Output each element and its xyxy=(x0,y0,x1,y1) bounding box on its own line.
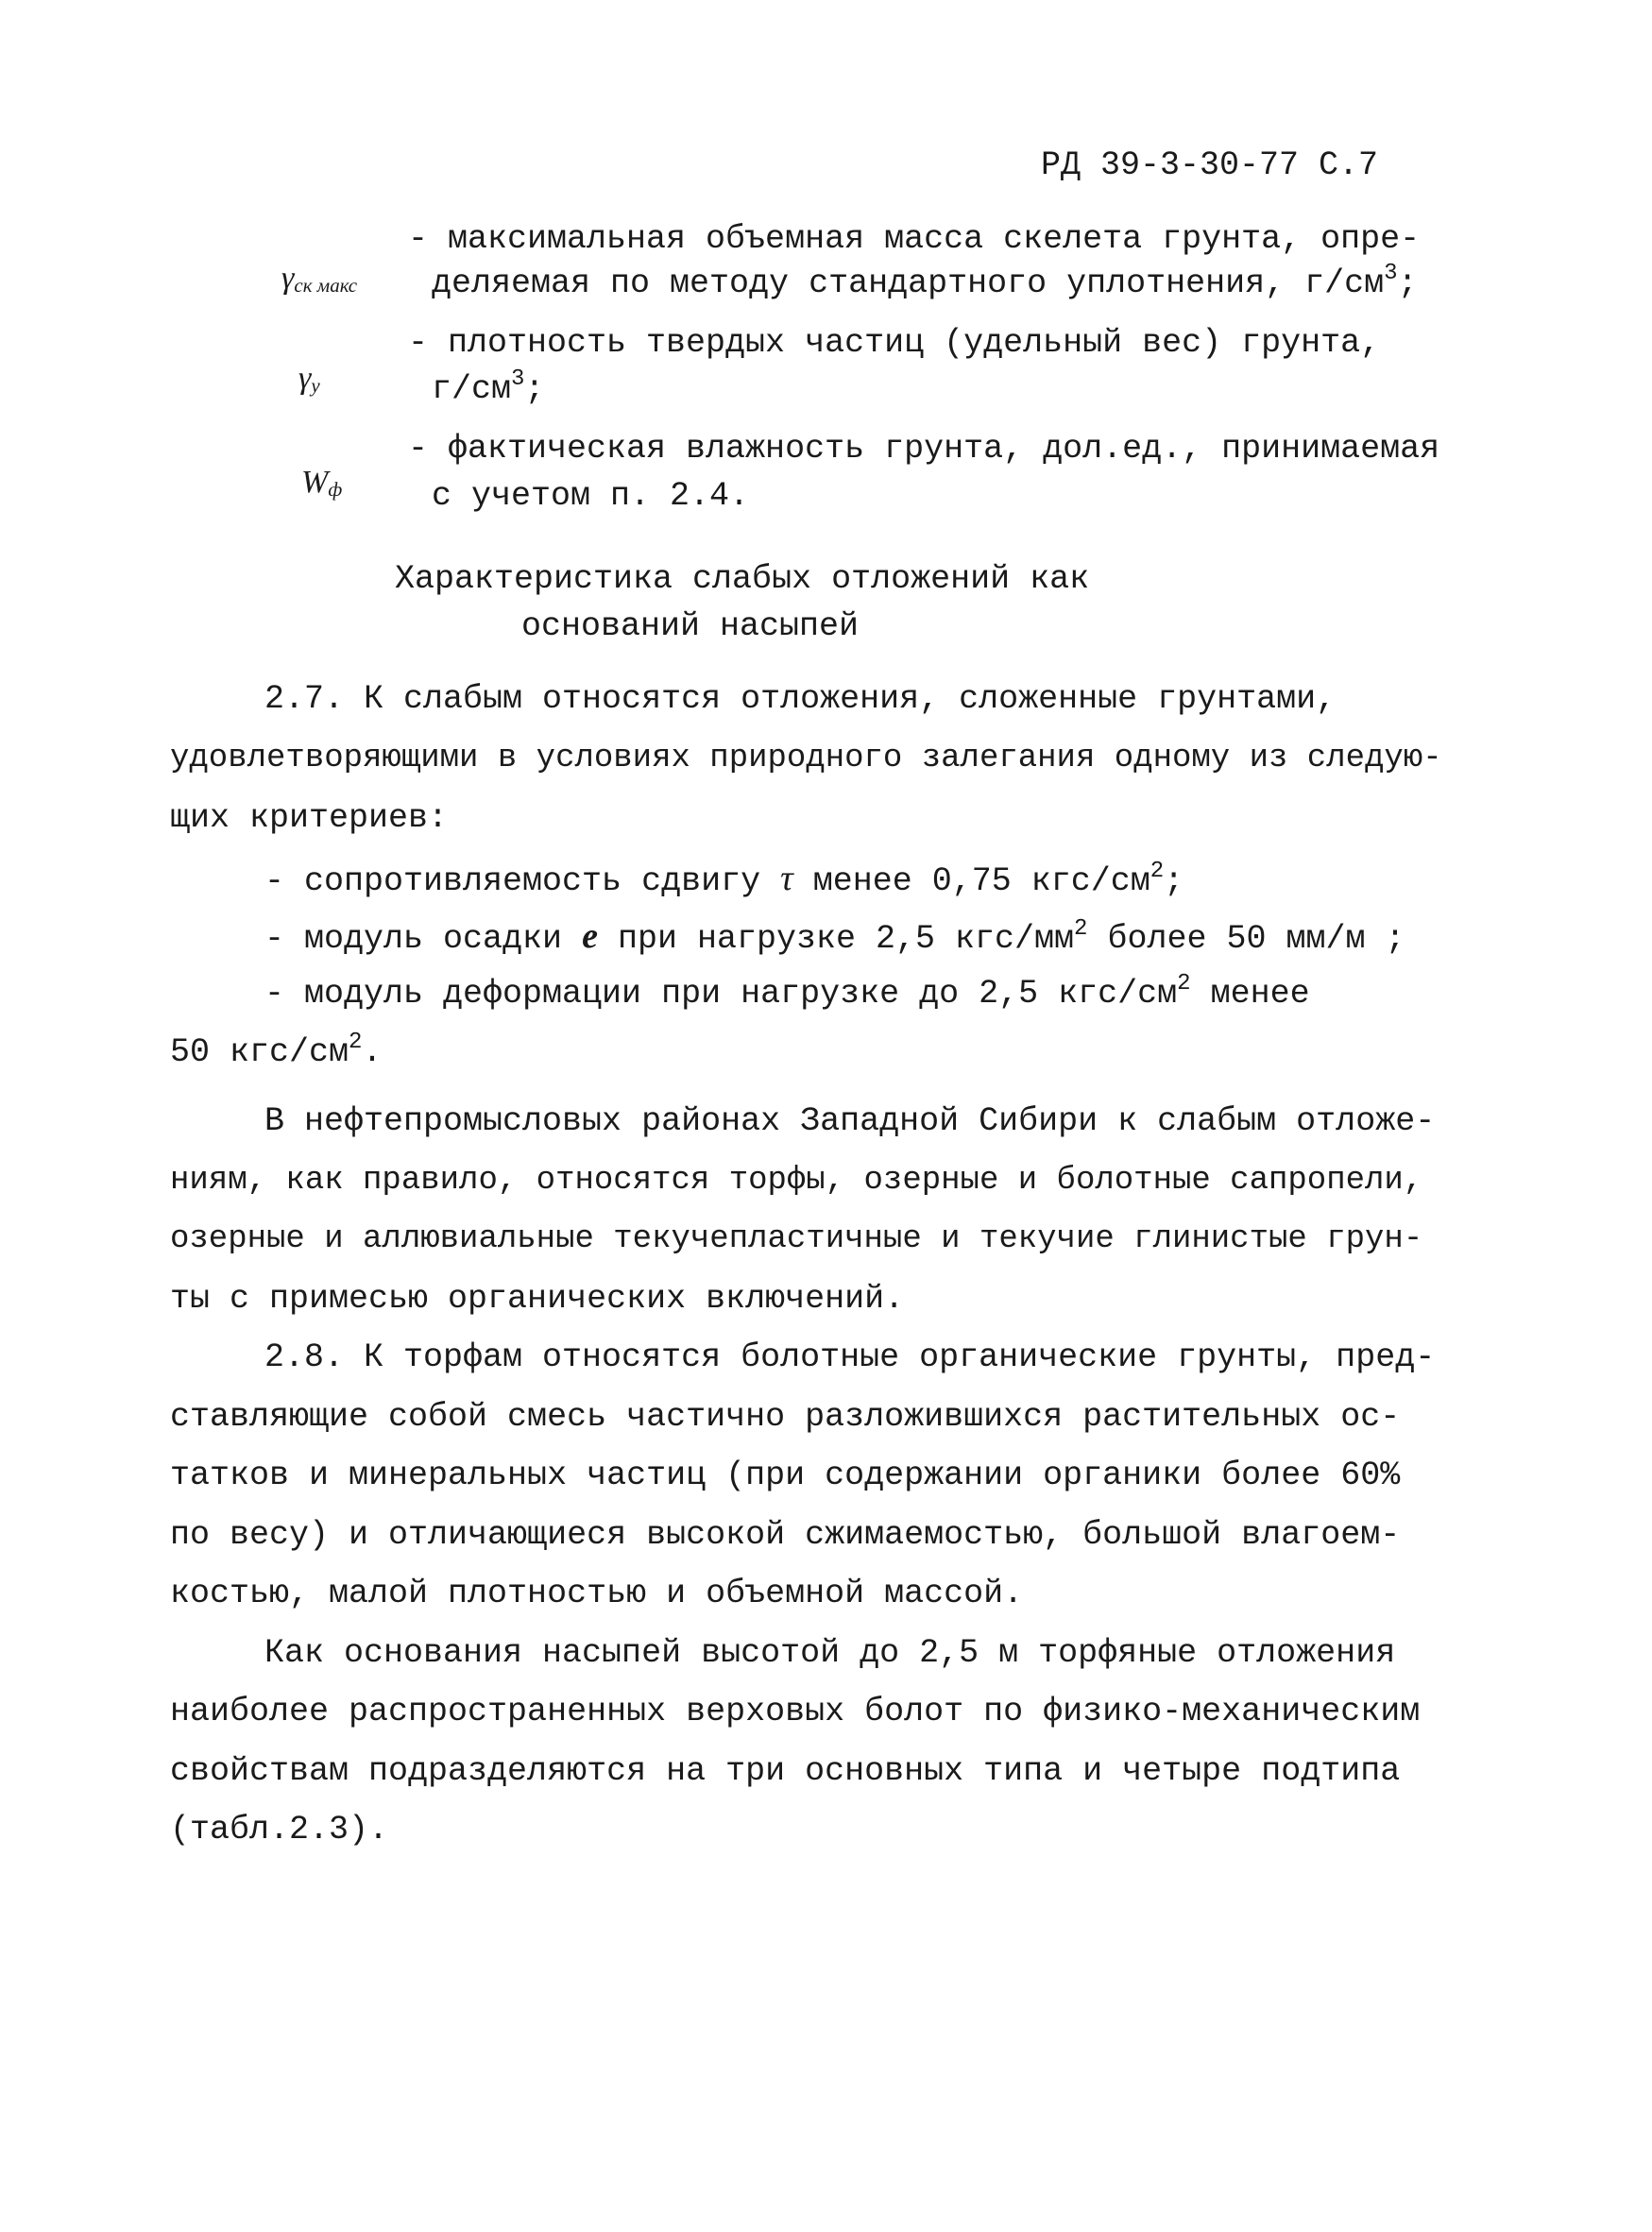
criterion-settlement-modulus: - модуль осадки e при нагрузке 2,5 кгс/$мм^2$ более 50 мм/м ; xyxy=(264,916,1405,958)
section-heading: оснований насыпей xyxy=(521,607,860,645)
definition-line: - фактическая влажность грунта, дол.ед., принимаемая xyxy=(408,430,1440,468)
paragraph-line: удовлетворяющими в условиях природного залегания одному из следую- xyxy=(170,741,1442,776)
paragraph-line: татков и минеральных частиц (при содержании органики более 60% xyxy=(170,1457,1401,1494)
paragraph-line: свойствам подразделяются на три основных типа и четыре подтипа xyxy=(170,1752,1401,1790)
paragraph-line: ты с примесью органических включений. xyxy=(170,1280,905,1318)
paragraph-line: 2.7. К слабым относятся отложения, сложенные грунтами, xyxy=(264,680,1337,718)
symbol-w-f: $W_ф$ xyxy=(301,465,343,501)
criterion-deformation-modulus: - модуль деформации при нагрузке до 2,5 кгс/$см^2$ менее xyxy=(264,971,1310,1013)
paragraph-line: по весу) и отличающиеся высокой сжимаемостью, большой влагоем- xyxy=(170,1516,1401,1554)
tau-symbol: τ xyxy=(780,859,793,898)
paragraph-line: В нефтепромысловых районах Западной Сибири к слабым отложе- xyxy=(264,1102,1436,1140)
section-heading: Характеристика слабых отложений как xyxy=(395,560,1090,598)
paragraph-line: озерные и аллювиальные текучепластичные и текучие глинистые грун- xyxy=(170,1221,1423,1257)
symbol-gamma-sk-max: $\gamma_{ск макс}$ xyxy=(281,261,358,297)
definition-line: - плотность твердых частиц (удельный вес) грунта, xyxy=(408,324,1381,362)
paragraph-line: (табл.2.3). xyxy=(170,1811,389,1849)
paragraph-line: щих критериев: xyxy=(170,799,449,837)
criterion-shear-resistance: - сопротивляемость сдвигу τ менее 0,75 кгс/$см^2$; xyxy=(264,859,1184,900)
paragraph-line: 2.8. К торфам относятся болотные органические грунты, пред- xyxy=(264,1338,1436,1376)
paragraph-line: ставляющие собой смесь частично разложившихся растительных ос- xyxy=(170,1398,1401,1436)
paragraph-line: Как основания насыпей высотой до 2,5 м торфяные отложения xyxy=(264,1634,1396,1672)
paragraph-line: костью, малой плотностью и объемной массой. xyxy=(170,1575,1024,1612)
definition-line: деляемая по методу стандартного уплотнения, $г/см^3$; xyxy=(432,261,1418,302)
e-symbol: e xyxy=(582,916,598,956)
paragraph-line: наиболее распространенных верховых болот по физико-механическим xyxy=(170,1693,1421,1730)
definition-line: с учетом п. 2.4. xyxy=(432,477,750,515)
definition-line: - максимальная объемная масса скелета грунта, опре- xyxy=(408,220,1421,258)
paragraph-line: ниям, как правило, относятся торфы, озерные и болотные сапропели, xyxy=(170,1163,1423,1199)
document-reference: РД 39-3-30-77 С.7 xyxy=(1041,146,1379,184)
definition-line: $г/см^3$; xyxy=(432,366,545,408)
symbol-gamma-y: $\gamma_у$ xyxy=(298,361,320,397)
criterion-deformation-modulus-cont: 50 кгс/$см^2$. xyxy=(170,1030,383,1071)
